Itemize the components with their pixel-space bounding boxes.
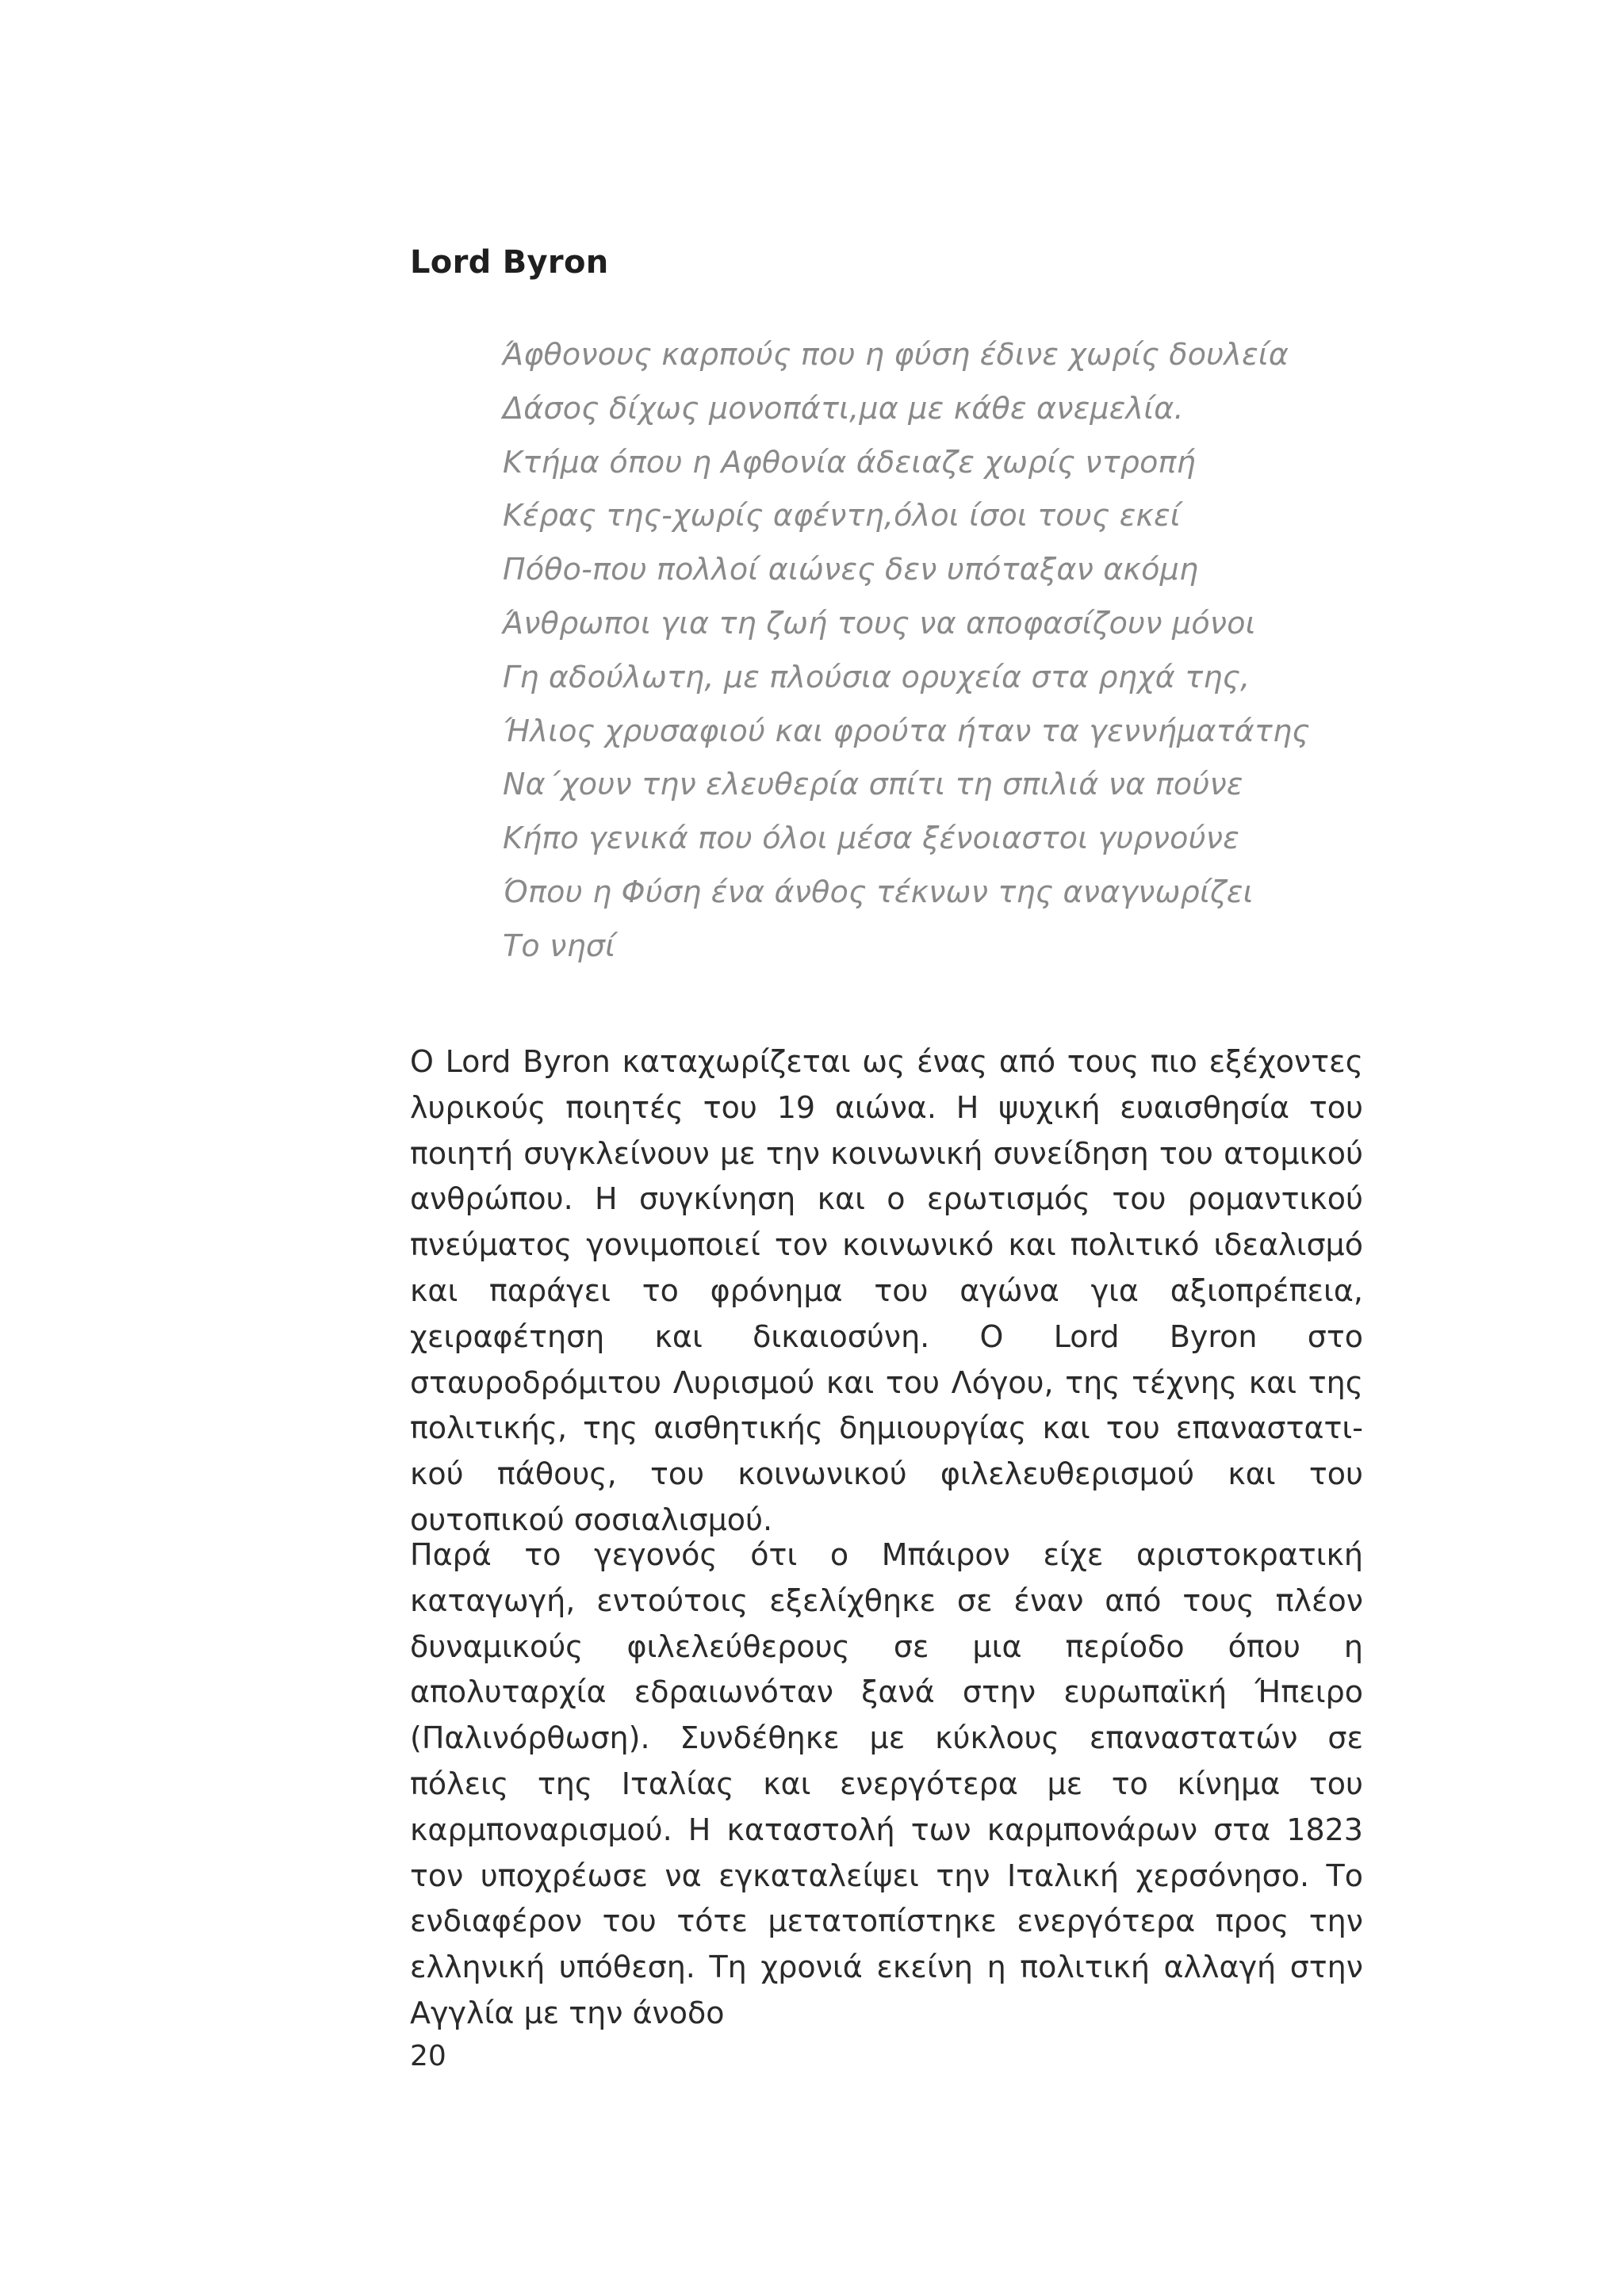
poem-line: Κτήμα όπου η Αφθονία άδειαζε χωρίς ντροπή [503, 444, 1196, 480]
poem-line: Να΄χουν την ελευθερία σπίτι τη σπιλιά να πούνε [503, 767, 1243, 802]
body-paragraph-2: Παρά το γεγονός ότι ο Μπάιρον είχε αριστοκρατική καταγωγή, εντούτοις εξελίχθηκε σε έναν από τους πλέον δυναμικούς φιλελεύθερους σε μια περίοδο όπου η απολυταρχία εδραιωνόταν ξανά στην ευρωπαϊκή Ήπειρο (Παλινόρθωση). Συνδέθηκε με κύκλους επαναστατών σε πόλεις της Ιταλίας και ενεργότερα με το κίνημα του καρμποναρισμού. Η καταστολή των καρμπονάρων στα 1823 τον υποχρέωσε να εγκαταλείψει την Ιταλική χερσόνησο. Το ενδιαφέρον του τότε μετατοπίστηκε ενεργότερα προς την ελληνική υπόθεση. Τη χρονιά εκείνη η πολιτική αλλαγή στην Αγγλία με την άνοδο [410, 1537, 1363, 2030]
poem-line: Κήπο γενικά που όλοι μέσα ξένοιαστοι γυρνούνε [503, 821, 1239, 856]
poem-line: Άνθρωποι για τη ζωή τους να αποφασίζουν μόνοι [503, 605, 1256, 641]
poem-line: Το νησί [503, 928, 616, 963]
poem-line: Ήλιος χρυσαφιού και φρούτα ήταν τα γεννήματάτης [503, 713, 1310, 748]
poem-line: Πόθο-που πολλοί αιώνες δεν υπόταξαν ακόμη [503, 552, 1199, 587]
poem-line: Γη αδούλωτη, με πλούσια ορυχεία στα ρηχά της, [503, 659, 1251, 695]
page-number: 20 [410, 2040, 446, 2072]
poem-line: Άφθονους καρπούς που η φύση έδινε χωρίς δουλεία [503, 337, 1289, 372]
page-heading: Lord Byron [410, 244, 609, 281]
poem-line: Δάσος δίχως μονοπάτι,μα με κάθε ανεμελία. [503, 390, 1184, 426]
poem-line: Όπου η Φύση ένα άνθος τέκνων της αναγνωρίζει [503, 874, 1254, 909]
body-paragraph-1: Ο Lord Byron καταχωρίζεται ως ένας από τους πιο εξέχοντες λυρικούς ποιητές του 19 αιώνα. Η ψυχική ευαισθησία του ποιητή συγκλείνουν με την κοινωνική συνείδηση του ατομικού ανθρώπου. Η συγκίνηση και ο ερωτισμός του ρομαντικού πνεύματος γονιμοποιεί τον κοινωνικό και πολιτικό ιδεαλισμό και παράγει το φρόνημα του αγώνα για αξιοπρέπεια, χειραφέτηση και δικαιοσύνη. Ο Lord Byron στο σταυροδρόμιτου Λυρισμού και του Λόγου, της τέχνης και της πολιτικής, της αισθητικής δημιουργίας και του επαναστατικού πάθους, του κοινωνικού φιλελευθερισμού και του ουτοπικού σοσιαλισμού. [410, 1044, 1363, 1537]
poem-line: Κέρας της-χωρίς αφέντη,όλοι ίσοι τους εκεί [503, 498, 1181, 534]
poem-block [503, 328, 1310, 974]
